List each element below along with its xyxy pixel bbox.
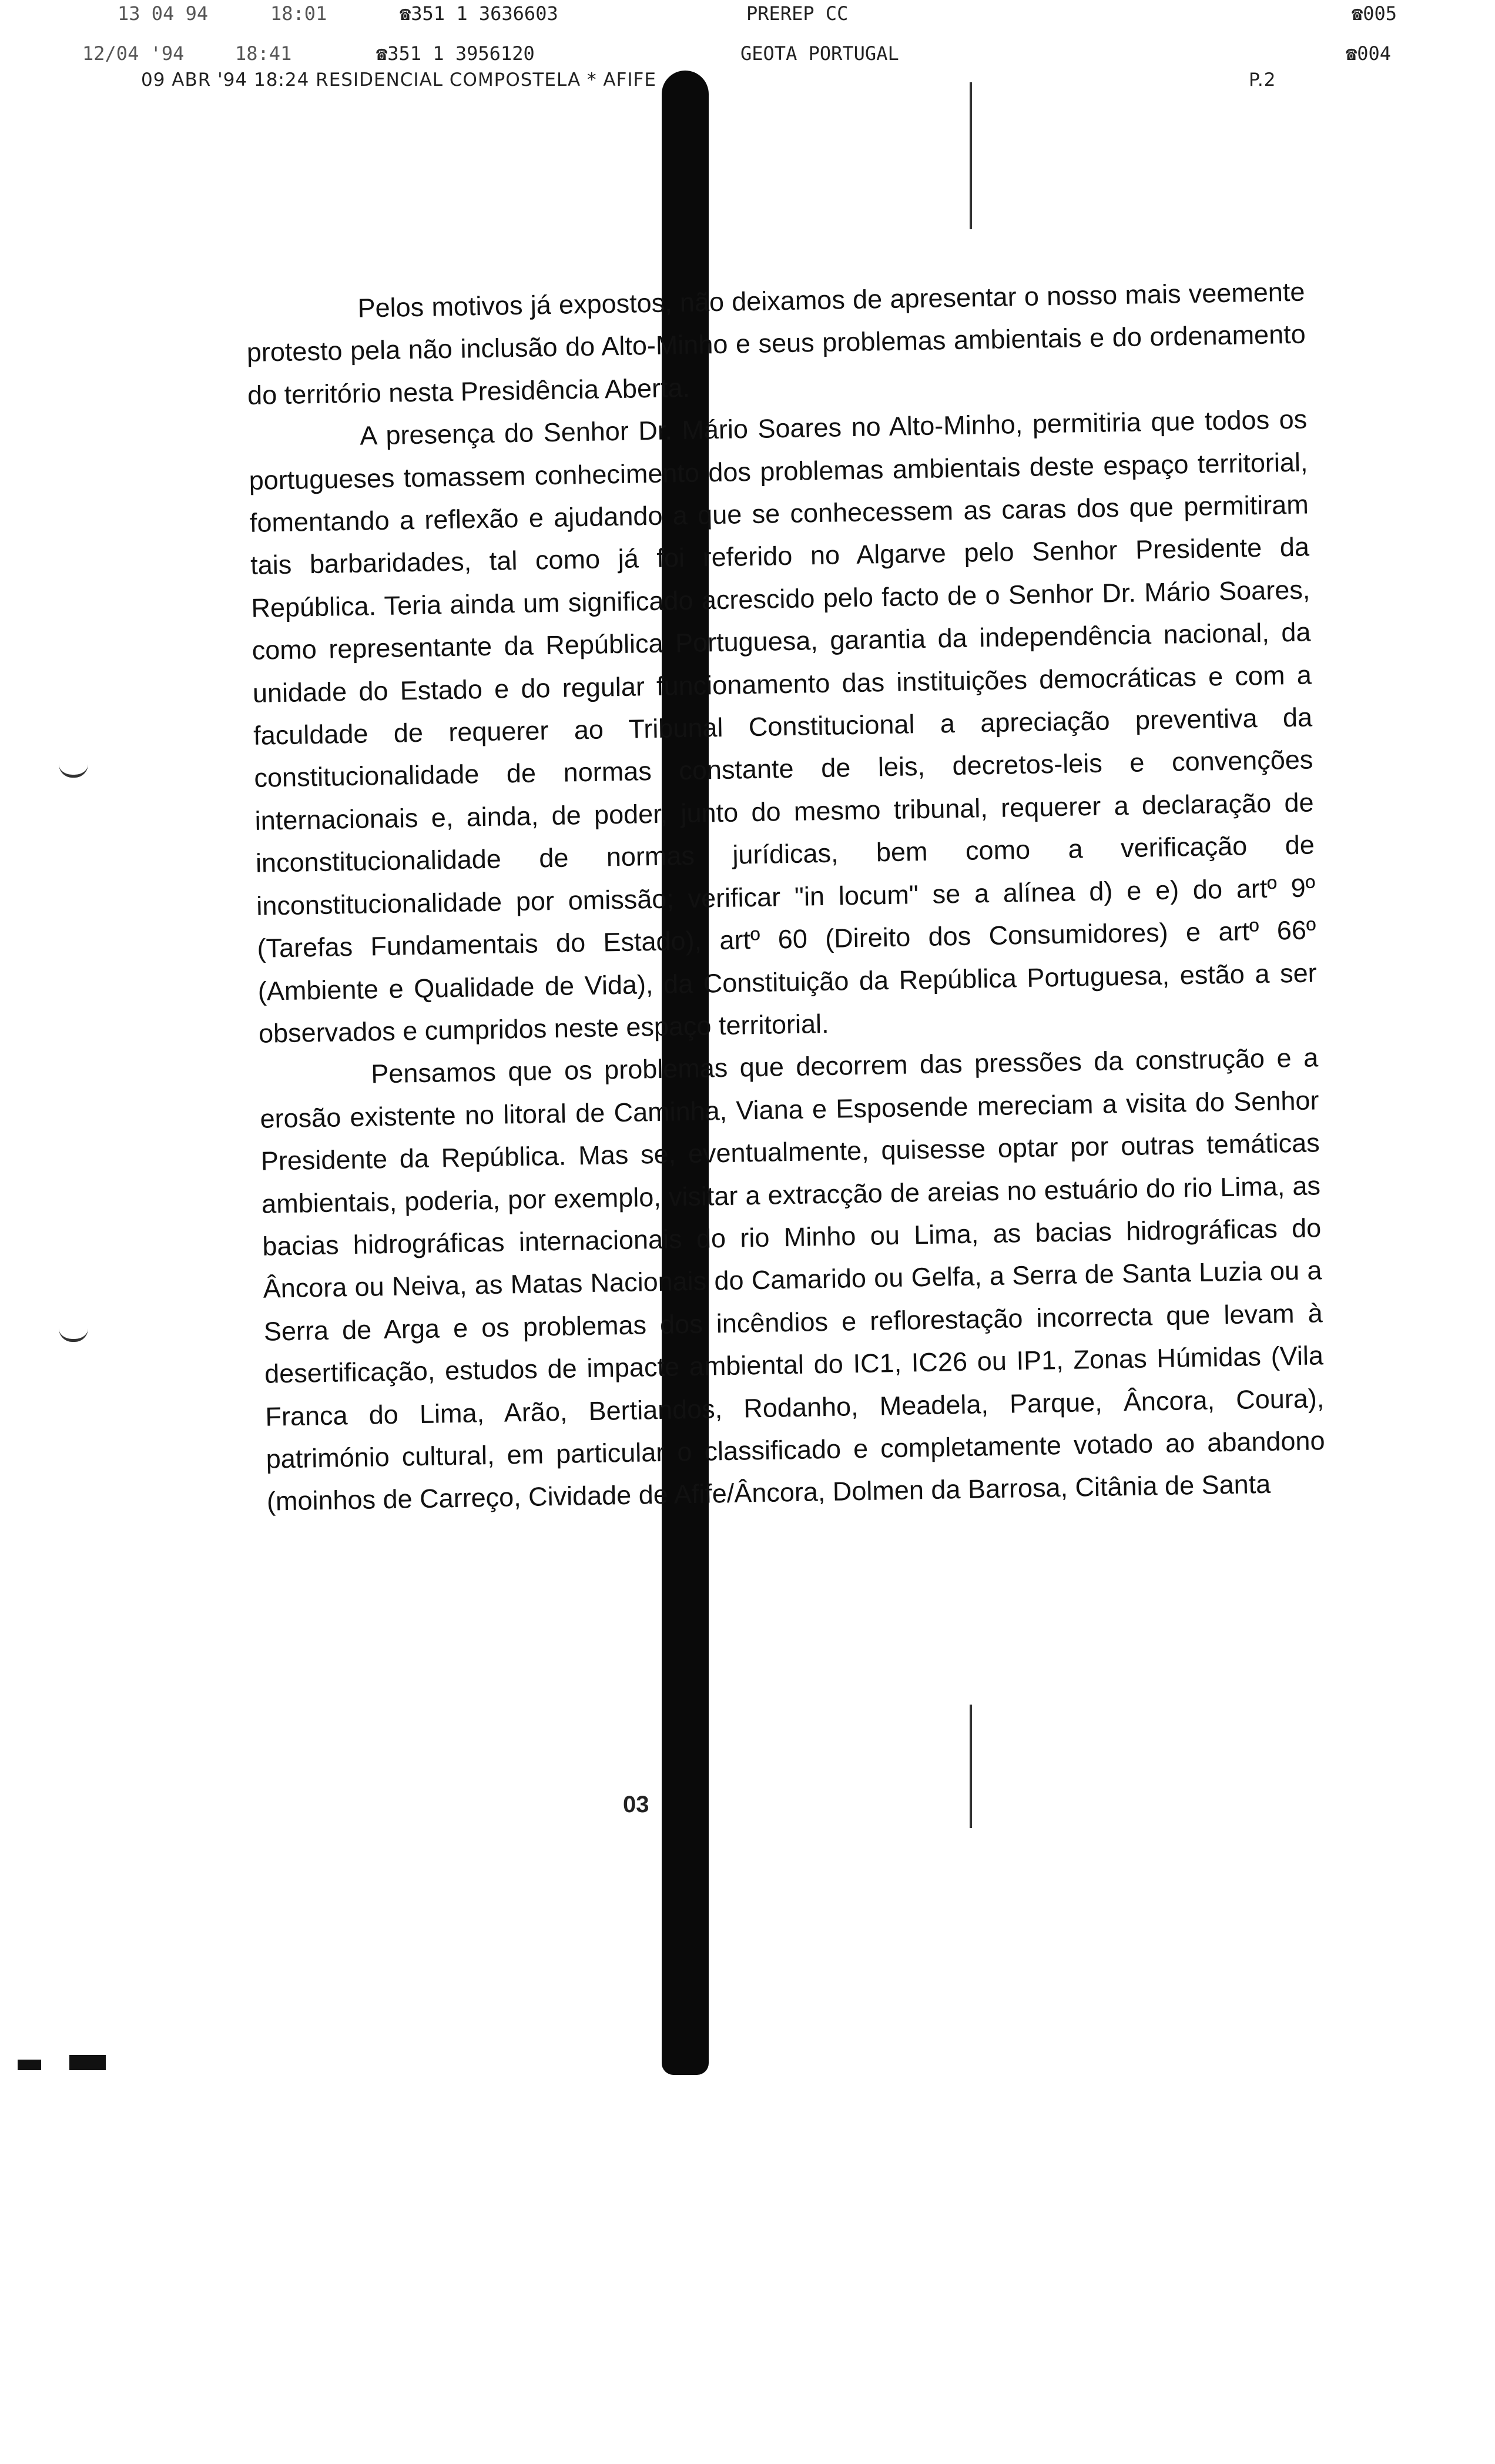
fax-sender: GEOTA PORTUGAL (740, 42, 899, 65)
fax-sender: PREREP CC (746, 2, 849, 25)
fax-time: 18:01 (270, 2, 327, 25)
fax-header-line-3 (0, 69, 1495, 98)
fax-header-line-1 (0, 2, 1495, 31)
fax-page-indicator: P.2 (1249, 69, 1276, 91)
fax-transmission-stamp: 09 ABR '94 18:24 RESIDENCIAL COMPOSTELA * AFIFE (141, 69, 656, 91)
scan-line-mark (970, 82, 972, 229)
fax-page-indicator: ☎004 (1346, 42, 1392, 65)
letter-body (246, 271, 1326, 1524)
margin-dash (69, 2055, 106, 2070)
fax-date: 12/04 '94 (82, 42, 185, 65)
body-paragraph: A presença do Senhor Dr. Mário Soares no Alto-Minho, permitiria que todos os portugueses tomassem conhecimento dos problemas ambientais deste espaço territorial, fomentando a reflexão e ajudando a que se conhecessem as caras dos que permitiram tais barbaridades, tal como já foi referido no Algarve pelo Senhor Presidente da República. Teria ainda um significado acrescido pelo facto de o Senhor Dr. Mário Soares, como representante da República Portuguesa, garantia da independência nacional, da unidade do Estado e do regular funcionamento das instituições democráticas e com a faculdade de requerer ao Tribunal Constitucional a apreciação preventiva da constitucionalidade de normas constante de leis, decretos-leis e convenções internacionais e, ainda, de poder, junto do mesmo tribunal, requerer a declaração de inconstitucionalidade de normas jurídicas, bem como a verificação de inconstitucionalidade por omissão; verificar "in locum" se a alínea d) e e) do artº 9º (Tarefas Fundamentais do Estado), artº 60 (Direito dos Consumidores) e artº 66º (Ambiente e Qualidade de Vida), da Constituição da República Portuguesa, estão a ser observados e cumpridos neste espaço territorial. (249, 404, 1318, 1049)
fax-time: 18:41 (235, 42, 292, 65)
body-paragraph: Pelos motivos já expostos, não deixamos de apresentar o nosso mais veemente protesto pela não inclusão do Alto-Minho e seus problemas ambientais e do ordenamento do território nesta Presidência Aberta. (246, 276, 1306, 410)
page-number: 03 (623, 1792, 649, 1817)
fax-phone: ☎351 1 3956120 (376, 42, 535, 65)
fax-page-indicator: ☎005 (1352, 2, 1397, 25)
margin-dash (18, 2060, 41, 2070)
fax-phone: ☎351 1 3636603 (400, 2, 558, 25)
fax-date: 13 04 94 (118, 2, 209, 25)
body-paragraph: Pensamos que os problemas que decorrem das pressões da construção e a erosão existente no litoral de Caminha, Viana e Esposende mereciam a visita do Senhor Presidente da República. Mas se, eventualmente, quisesse optar por outras temáticas ambientais, poderia, por exemplo, visitar a extracção de areias no estuário do rio Lima, as bacias hidrográficas internacionais do rio Minho ou Lima, as bacias hidrográficas do Âncora ou Neiva, as Matas Nacionais do Camarido ou Gelfa, a Serra de Santa Luzia ou a Serra de Arga e os problemas dos incêndios e reflorestação incorrecta que levam à desertificação, estudos de impacte ambiental do IC1, IC26 ou IP1, Zonas Húmidas (Vila Franca do Lima, Arão, Bertiandos, Rodanho, Meadela, Parque, Âncora, Coura), património cultural, em particular o classificado e completamente votado ao abandono (moinhos de Carreço, Cividade de Afife/Âncora, Dolmen da Barrosa, Citânia de Santa (260, 1042, 1325, 1517)
margin-mark (59, 764, 88, 778)
fax-header-line-2 (0, 42, 1495, 71)
margin-mark (59, 1328, 88, 1342)
scan-line-mark (970, 1705, 972, 1828)
